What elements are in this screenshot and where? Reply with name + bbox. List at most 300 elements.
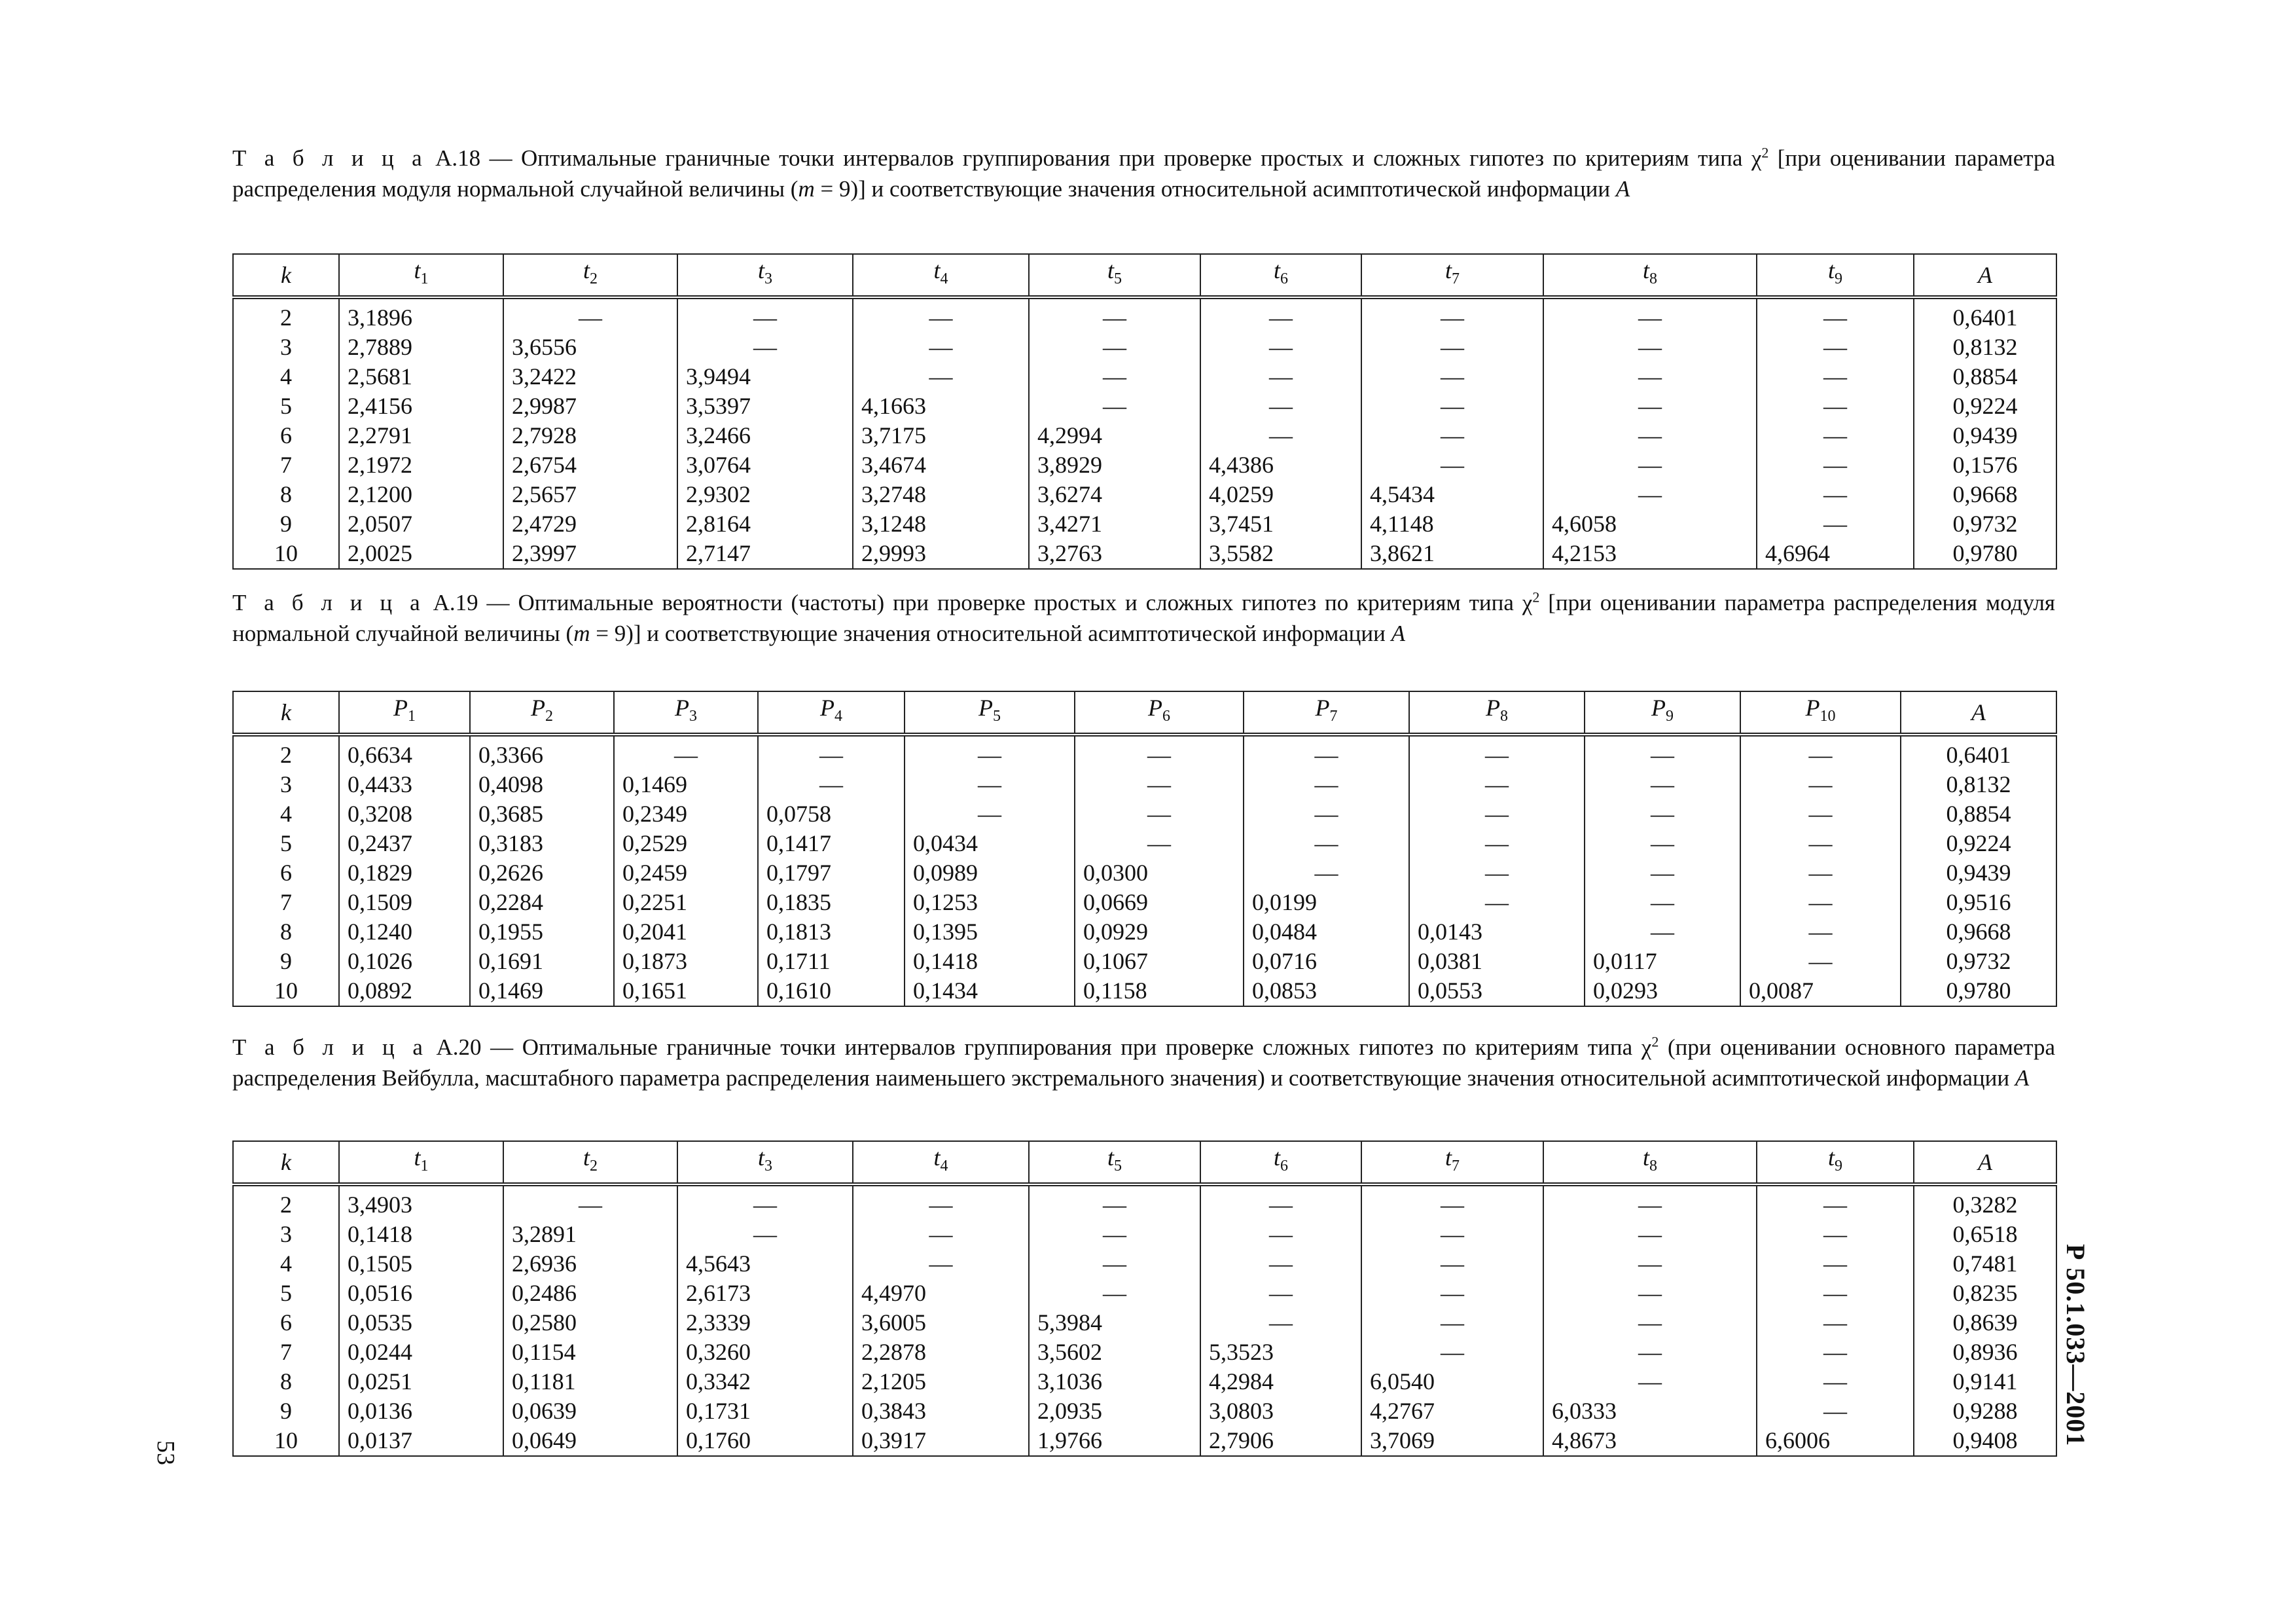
table-cell: — [1585,829,1740,858]
column-header [677,254,853,297]
table-cell: 0,1240 [339,917,470,947]
row-k-cell: 6 [233,1308,339,1338]
row-k-cell: 7 [233,888,339,917]
column-header-label: k [281,1148,291,1175]
table-a18 [232,253,2057,570]
row-k-cell: 2 [233,297,339,333]
column-header-label: t [1642,257,1649,283]
table-cell: 0,1469 [470,976,614,1006]
table-cell: — [1029,333,1200,362]
column-header-label: t [414,257,421,283]
table-cell: — [677,333,853,362]
column-header [758,691,905,735]
column-header-subscript: 3 [689,708,697,725]
column-header-subscript: 5 [1114,270,1122,288]
table-cell: 0,9668 [1914,480,2056,509]
table-row [233,829,2056,858]
table-cell: 3,8621 [1361,539,1543,569]
table-cell: — [1029,1184,1200,1220]
table-cell: — [1585,888,1740,917]
table-cell: 0,1576 [1914,450,2056,480]
table-cell: 3,5582 [1200,539,1361,569]
table-cell: — [503,297,677,333]
table-cell: 0,1505 [339,1249,503,1279]
table-row [233,1249,2056,1279]
column-header [1543,1141,1757,1184]
column-header-subscript: 2 [545,708,553,725]
table-cell: — [1029,1249,1200,1279]
table-row [233,1308,2056,1338]
table-cell: 0,2529 [614,829,758,858]
table-cell: — [1757,421,1914,450]
row-k-cell: 8 [233,480,339,509]
column-header-subscript: 6 [1162,708,1170,725]
column-header [1757,254,1914,297]
table-cell: — [1740,799,1901,829]
table-cell: 4,1663 [853,392,1029,421]
document-id: Р 50.1.033—2001 [2061,1244,2090,1447]
table-cell: — [1757,1279,1914,1308]
table-cell: 0,0516 [339,1279,503,1308]
table-cell: 0,1691 [470,947,614,976]
table-cell: 0,0535 [339,1308,503,1338]
table-cell: 0,9516 [1901,888,2056,917]
row-k-cell: 4 [233,1249,339,1279]
table-cell: 2,5681 [339,362,503,392]
row-k-cell: 3 [233,333,339,362]
table-cell: 0,1835 [758,888,905,917]
table-cell: — [1244,770,1409,799]
table-cell: — [1029,392,1200,421]
table-cell: 0,6518 [1914,1220,2056,1249]
column-header-subscript: 2 [590,270,598,288]
table-cell: 2,4729 [503,509,677,539]
table-cell: 0,2284 [470,888,614,917]
table-cell: 0,9780 [1914,539,2056,569]
column-header [1200,1141,1361,1184]
table-cell: — [1585,858,1740,888]
table-cell: — [1740,917,1901,947]
table-cell: 0,3183 [470,829,614,858]
table-cell: 0,2580 [503,1308,677,1338]
column-header-label: P [978,694,993,721]
table-cell: — [1361,421,1543,450]
table-cell: — [1075,799,1244,829]
table-cell: 0,0669 [1075,888,1244,917]
column-header-subscript: 8 [1649,270,1657,288]
table-cell: — [1361,1249,1543,1279]
table-cell: 3,4674 [853,450,1029,480]
table-cell: — [1757,1184,1914,1220]
table-row [233,770,2056,799]
table-cell: — [1543,1279,1757,1308]
column-header-label: t [583,1144,590,1171]
column-header-label: t [1107,257,1114,283]
column-header [1901,691,2056,735]
column-header [1914,1141,2056,1184]
row-k-cell: 7 [233,450,339,480]
column-header [233,254,339,297]
column-header-label: P [675,694,689,721]
table-cell: — [1200,421,1361,450]
column-header-subscript: 9 [1666,708,1674,725]
table-cell: — [1409,735,1585,770]
table-cell: — [1200,362,1361,392]
row-k-cell: 8 [233,917,339,947]
table-cell: — [1740,829,1901,858]
column-header-subscript: 4 [834,708,842,725]
column-header-label: P [1651,694,1666,721]
table-cell: 3,2763 [1029,539,1200,569]
table-cell: 0,1417 [758,829,905,858]
table-row [233,1338,2056,1367]
table-cell: 1,9766 [1029,1426,1200,1456]
table-cell: 3,2748 [853,480,1029,509]
table-cell: 2,0935 [1029,1396,1200,1426]
table-cell: — [853,1220,1029,1249]
table-cell: — [1409,829,1585,858]
table-cell: 0,6401 [1914,297,2056,333]
table-cell: 4,4970 [853,1279,1029,1308]
column-header [233,691,339,735]
column-header-label: P [820,694,834,721]
row-k-cell: 9 [233,1396,339,1426]
page-number: 53 [152,1440,179,1465]
table-cell: 0,2626 [470,858,614,888]
table-cell: 0,9408 [1914,1426,2056,1456]
table-cell: 0,0484 [1244,917,1409,947]
table-cell: — [1543,297,1757,333]
column-header-label: P [1805,694,1820,721]
table-cell: 2,5657 [503,480,677,509]
table-cell: — [1585,799,1740,829]
table-cell: — [1029,1220,1200,1249]
row-k-cell: 4 [233,799,339,829]
table-cell: 0,3342 [677,1367,853,1396]
table-cell: 0,1026 [339,947,470,976]
table-cell: — [853,362,1029,392]
row-k-cell: 2 [233,735,339,770]
table-cell: 0,0136 [339,1396,503,1426]
table-cell: 0,1509 [339,888,470,917]
table-cell: 4,2994 [1029,421,1200,450]
column-header-label: A [1978,1148,1992,1175]
table-cell: 0,2041 [614,917,758,947]
table-cell: 0,9668 [1901,917,2056,947]
table-cell: — [1361,1338,1543,1367]
column-header-label: P [1148,694,1162,721]
table-cell: 0,0758 [758,799,905,829]
table-cell: — [1361,1184,1543,1220]
table-cell: — [1409,858,1585,888]
table-cell: 2,6754 [503,450,677,480]
table-cell: — [1075,735,1244,770]
column-header-label: t [414,1144,421,1171]
row-k-cell: 10 [233,1426,339,1456]
table-cell: 3,6556 [503,333,677,362]
table-cell: 0,0199 [1244,888,1409,917]
row-k-cell: 9 [233,947,339,976]
column-header-subscript: 10 [1820,708,1836,725]
table-cell: 0,9224 [1914,392,2056,421]
table-cell: — [1244,829,1409,858]
table-cell: 0,8132 [1914,333,2056,362]
table-cell: 3,7451 [1200,509,1361,539]
table-cell: 3,1896 [339,297,503,333]
row-k-cell: 5 [233,1279,339,1308]
column-header [1543,254,1757,297]
table-cell: 3,9494 [677,362,853,392]
table-cell: 3,2466 [677,421,853,450]
table-cell: 2,1200 [339,480,503,509]
table-row [233,1279,2056,1308]
table-cell: 2,3997 [503,539,677,569]
table-cell: — [905,770,1075,799]
table-cell: 2,1972 [339,450,503,480]
table-cell: 0,0649 [503,1426,677,1456]
column-header [677,1141,853,1184]
table-cell: — [1543,1367,1757,1396]
table-row [233,1396,2056,1426]
table-cell: 0,1955 [470,917,614,947]
table-cell: — [1757,1396,1914,1426]
table-cell: 2,7906 [1200,1426,1361,1456]
table-cell: — [1740,888,1901,917]
column-header [1409,691,1585,735]
table-cell: — [853,1184,1029,1220]
table-cell: 6,0540 [1361,1367,1543,1396]
table-cell: 0,3843 [853,1396,1029,1426]
table-cell: 0,0989 [905,858,1075,888]
table-cell: 4,2153 [1543,539,1757,569]
table-cell: 0,0143 [1409,917,1585,947]
table-cell: 0,9439 [1914,421,2056,450]
table-cell: 0,3917 [853,1426,1029,1456]
table-cell: 0,0117 [1585,947,1740,976]
table-cell: 0,0929 [1075,917,1244,947]
table-cell: 0,8132 [1901,770,2056,799]
table-a20-caption: Т а б л и ц а А.20 — Оптимальные граничные точки интервалов группирования при проверке сложных гипотез по критериям типа $\chi^2$ (при оценивании основного параметра распределения Вейбулла, масштабного параметра распределения наименьшего экстремального значения) и соответствующие значения относительной асимптотической информации A [232,1033,2056,1091]
column-header-label: t [933,1144,941,1171]
table-cell: — [1361,392,1543,421]
table-cell: 0,7481 [1914,1249,2056,1279]
column-header [339,254,503,297]
table-cell: — [1740,947,1901,976]
table-cell: — [1361,1220,1543,1249]
table-cell: — [1757,1367,1914,1396]
table-cell: 0,9224 [1901,829,2056,858]
table-cell: — [1543,450,1757,480]
table-cell: — [1409,888,1585,917]
table-cell: 0,8235 [1914,1279,2056,1308]
table-cell: 0,1418 [339,1220,503,1249]
table-cell: — [1543,1338,1757,1367]
table-cell: 0,6401 [1901,735,2056,770]
table-cell: 0,0381 [1409,947,1585,976]
row-k-cell: 5 [233,392,339,421]
table-cell: — [1361,333,1543,362]
table-cell: 0,0137 [339,1426,503,1456]
table-cell: 3,7175 [853,421,1029,450]
column-header-subscript: 8 [1649,1158,1657,1175]
table-cell: — [1029,362,1200,392]
table-cell: — [503,1184,677,1220]
table-cell: — [1757,480,1914,509]
table-cell: — [1757,1249,1914,1279]
table-cell: — [1029,297,1200,333]
table-cell: 2,6173 [677,1279,853,1308]
table-a20 [232,1140,2057,1457]
row-k-cell: 3 [233,770,339,799]
table-cell: 4,6964 [1757,539,1914,569]
table-cell: — [1543,1308,1757,1338]
table-cell: — [1757,1220,1914,1249]
column-header-subscript: 5 [1114,1158,1122,1175]
column-header-label: t [757,1144,764,1171]
row-k-cell: 10 [233,539,339,569]
table-cell: — [1075,770,1244,799]
table-cell: 0,9141 [1914,1367,2056,1396]
table-row [233,480,2056,509]
table-cell: 0,9439 [1901,858,2056,888]
table-cell: 0,1434 [905,976,1075,1006]
table-cell: 0,3208 [339,799,470,829]
table-cell: 0,1873 [614,947,758,976]
table-cell: — [1740,770,1901,799]
table-cell: — [1361,297,1543,333]
table-cell: 2,7147 [677,539,853,569]
table-cell: 6,0333 [1543,1396,1757,1426]
table-cell: 0,3685 [470,799,614,829]
table-cell: — [758,770,905,799]
table-cell: — [1409,799,1585,829]
row-k-cell: 4 [233,362,339,392]
table-cell: 3,6005 [853,1308,1029,1338]
table-cell: 0,8854 [1901,799,2056,829]
table-cell: 0,3366 [470,735,614,770]
column-header [1244,691,1409,735]
table-cell: 0,3282 [1914,1184,2056,1220]
table-cell: 0,0300 [1075,858,1244,888]
row-k-cell: 6 [233,858,339,888]
table-cell: 3,2891 [503,1220,677,1249]
table-cell: 3,0803 [1200,1396,1361,1426]
table-cell: 2,7889 [339,333,503,362]
table-cell: — [1200,1184,1361,1220]
table-cell: — [1200,1279,1361,1308]
table-cell: 2,8164 [677,509,853,539]
table-cell: — [1757,362,1914,392]
table-cell: 5,3984 [1029,1308,1200,1338]
table-cell: 4,2767 [1361,1396,1543,1426]
table-cell: 0,3260 [677,1338,853,1367]
table-cell: — [1029,1279,1200,1308]
table-cell: 0,0553 [1409,976,1585,1006]
column-header-label: t [1827,1144,1835,1171]
table-cell: 0,2437 [339,829,470,858]
table-row [233,976,2056,1006]
column-header [853,1141,1029,1184]
column-header [1029,1141,1200,1184]
table-cell: 2,9993 [853,539,1029,569]
table-cell: 0,1797 [758,858,905,888]
table-cell: 4,0259 [1200,480,1361,509]
table-cell: 2,7928 [503,421,677,450]
table-cell: 0,1829 [339,858,470,888]
column-header [470,691,614,735]
table-cell: 3,0764 [677,450,853,480]
table-cell: — [1757,509,1914,539]
table-cell: 2,0507 [339,509,503,539]
table-cell: — [853,1249,1029,1279]
table-cell: 0,0434 [905,829,1075,858]
column-header [614,691,758,735]
table-cell: 0,8936 [1914,1338,2056,1367]
table-row [233,392,2056,421]
column-header-subscript: 1 [420,270,429,288]
table-cell: — [758,735,905,770]
column-header-subscript: 3 [764,1158,772,1175]
table-row [233,450,2056,480]
column-header-subscript: 5 [993,708,1001,725]
table-cell: 2,2791 [339,421,503,450]
table-cell: 0,0639 [503,1396,677,1426]
table-cell: — [1740,735,1901,770]
table-row [233,947,2056,976]
table-cell: 0,1158 [1075,976,1244,1006]
table-cell: 0,9288 [1914,1396,2056,1426]
table-cell: — [1543,480,1757,509]
column-header-label: t [1273,1144,1280,1171]
row-k-cell: 9 [233,509,339,539]
table-cell: 4,4386 [1200,450,1361,480]
table-cell: — [1200,1249,1361,1279]
table-cell: — [905,735,1075,770]
table-cell: — [1543,333,1757,362]
table-row [233,421,2056,450]
table-cell: 0,6634 [339,735,470,770]
table-cell: 0,2459 [614,858,758,888]
column-header [503,1141,677,1184]
column-header-subscript: 7 [1329,708,1338,725]
column-header-subscript: 3 [764,270,772,288]
table-cell: — [1361,1279,1543,1308]
table-cell: 4,5434 [1361,480,1543,509]
table-cell: 5,3523 [1200,1338,1361,1367]
table-cell: 3,1036 [1029,1367,1200,1396]
table-cell: — [614,735,758,770]
table-a18-caption: Т а б л и ц а А.18 — Оптимальные граничные точки интервалов группирования при проверке простых и сложных гипотез по критериям типа $\chi^2$ [при оценивании параметра распределения модуля нормальной случайной величины (m = 9)] и соответствующие значения относительной асимптотической информации A [232,144,2055,202]
table-cell: 0,2251 [614,888,758,917]
table-cell: 0,1760 [677,1426,853,1456]
table-cell: 0,0853 [1244,976,1409,1006]
table-cell: — [1075,829,1244,858]
column-header-label: t [1107,1144,1114,1171]
row-k-cell: 5 [233,829,339,858]
table-cell: 0,8854 [1914,362,2056,392]
column-header [853,254,1029,297]
table-cell: — [1244,735,1409,770]
table-cell: — [1200,297,1361,333]
table-row [233,539,2056,569]
table-header-row [233,1141,2056,1184]
table-cell: 0,1469 [614,770,758,799]
column-header-subscript: 1 [408,708,416,725]
table-cell: — [1757,1338,1914,1367]
table-cell: 0,9780 [1901,976,2056,1006]
column-header-subscript: 2 [590,1158,598,1175]
table-row [233,333,2056,362]
